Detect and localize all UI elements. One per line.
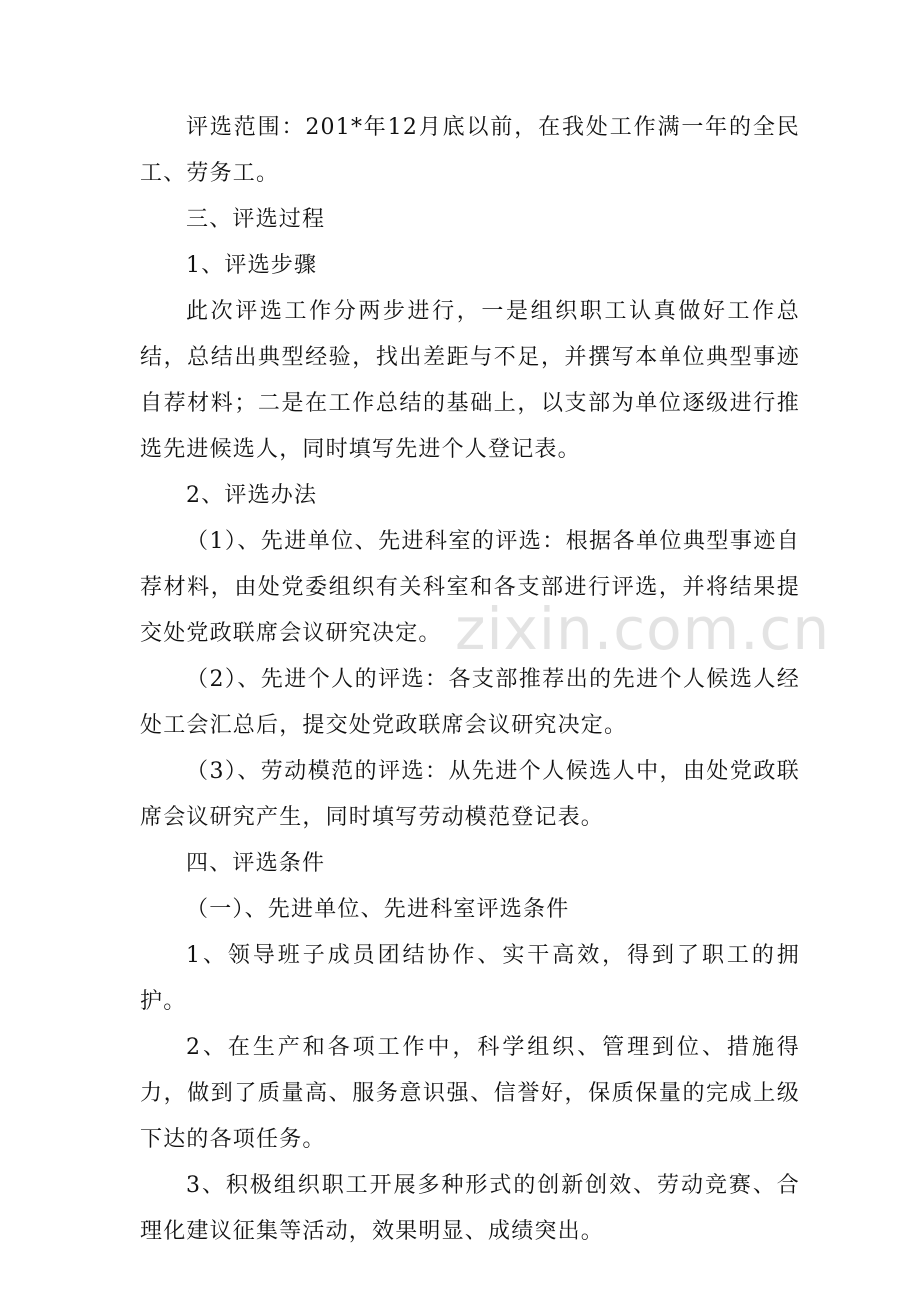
subheading-selection-methods: 2、评选办法 — [186, 483, 318, 508]
heading-selection-process: 三、评选过程 — [186, 207, 326, 232]
heading-selection-criteria: 四、评选条件 — [186, 851, 326, 876]
subheading-unit-criteria: （一）、先进单位、先进科室评选条件 — [186, 897, 570, 922]
document-body — [140, 105, 800, 1255]
paragraph-method-individual: （2）、先进个人的评选：各支部推荐出的先进个人候选人经处工会汇总后，提交处党政联席会议研究决定。 — [140, 667, 800, 738]
criteria-item-3: 3、积极组织职工开展多种形式的创新创效、劳动竞赛、合理化建议征集等活动，效果明显、成绩突出。 — [140, 1173, 800, 1244]
watermark: zixin.com.cn — [455, 595, 831, 663]
paragraph-scope: 评选范围：201*年12月底以前，在我处工作满一年的全民工、劳务工。 — [140, 115, 800, 186]
criteria-item-2: 2、在生产和各项工作中，科学组织、管理到位、措施得力，做到了质量高、服务意识强、信誉好，保质保量的完成上级下达的各项任务。 — [140, 1035, 800, 1152]
criteria-item-1: 1、领导班子成员团结协作、实干高效，得到了职工的拥护。 — [140, 943, 800, 1014]
paragraph-method-model-worker: （3）、劳动模范的评选：从先进个人候选人中，由处党政联席会议研究产生，同时填写劳动模范登记表。 — [140, 759, 800, 830]
subheading-selection-steps: 1、评选步骤 — [186, 253, 318, 278]
paragraph-steps: 此次评选工作分两步进行，一是组织职工认真做好工作总结，总结出典型经验，找出差距与不足，并撰写本单位典型事迹自荐材料；二是在工作总结的基础上，以支部为单位逐级进行推选先进候选人，同时填写先进个人登记表。 — [140, 299, 800, 462]
paragraph-method-unit: （1）、先进单位、先进科室的评选：根据各单位典型事迹自荐材料，由处党委组织有关科室和各支部进行评选，并将结果提交处党政联席会议研究决定。 — [140, 529, 800, 646]
